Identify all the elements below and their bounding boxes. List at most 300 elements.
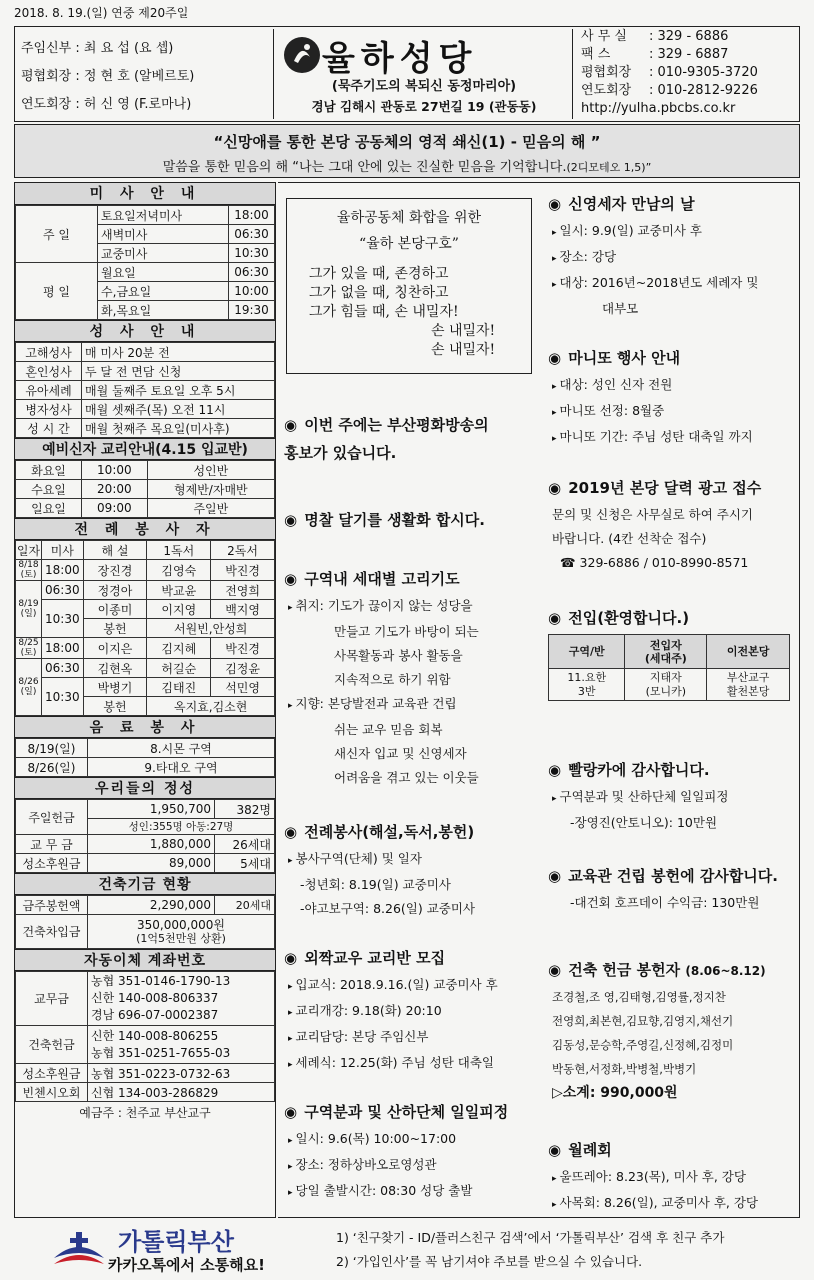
sacrament-info: 매 미사 20분 전 — [82, 343, 275, 362]
col-header: 구역/반 — [549, 635, 625, 669]
notice-item — [284, 1051, 536, 1077]
bullet-circle-icon: ◉ — [284, 511, 298, 529]
sacrament-table — [15, 342, 275, 438]
sacrament-info: 매월 셋째주(목) 오전 11시 — [82, 400, 275, 419]
notice-title-text: 2019년 본당 달력 광고 접수 — [568, 479, 762, 497]
bullet-circle-icon: ◉ — [548, 961, 562, 979]
liturgy-cell: 이지은 — [83, 638, 147, 659]
notice-item: -청년회: 8.19(일) 교중미사 — [300, 877, 451, 892]
officer-label: 평협회장 — [21, 69, 72, 84]
contact-row — [581, 82, 758, 100]
transfer-cell: 지태자 (모니카) — [625, 669, 707, 701]
footer-brand: 가톨릭부산 — [118, 1228, 234, 1256]
notice-item — [548, 785, 796, 811]
class-time: 09:00 — [82, 499, 148, 518]
bullet-circle-icon: ◉ — [548, 349, 562, 367]
parish-patron: (묵주기도의 복되신 동정마리아) — [331, 79, 517, 94]
class-name: 성인반 — [147, 461, 274, 480]
bullet-circle-icon: ◉ — [284, 949, 298, 967]
liturgy-mass: 06:30 — [42, 581, 84, 600]
issue-date: 2018. 8. 19.(일) 연중 제20주일 — [14, 6, 189, 20]
officer-value: : 최 요 섭 (요 셉) — [75, 41, 174, 56]
notice-item — [548, 399, 796, 425]
bullet-circle-icon: ◉ — [284, 416, 298, 434]
liturgy-cell: 백지영 — [211, 600, 275, 619]
contact-value: : 329 - 6887 — [649, 47, 729, 62]
notice-title — [284, 821, 536, 842]
offering-table — [15, 799, 275, 873]
notice-title — [548, 347, 796, 368]
notice-item — [284, 847, 536, 873]
class-name: 주일반 — [147, 499, 274, 518]
notice-item-text: 사목회: 8.26(일), 교중미사 후, 강당 — [559, 1195, 758, 1210]
liturgy-cell: 김정윤 — [211, 659, 275, 678]
banner-subtitle-text: 말씀을 통한 믿음의 해 “나는 그대 안에 있는 진실한 믿음을 기억합니다. — [162, 160, 567, 175]
arrow-icon: ▸ — [552, 254, 557, 264]
theme-banner — [14, 124, 800, 178]
notice-item — [284, 973, 536, 999]
notice-item — [548, 1191, 796, 1217]
notice-item: 새신자 입교 및 신영세자 — [334, 746, 467, 761]
notice-title-text: 구역분과 및 산하단체 일일피정 — [304, 1103, 509, 1121]
arrow-icon: ▸ — [552, 382, 557, 392]
motto-text: 손 내밀자! — [431, 323, 496, 339]
notice-education-hall — [548, 865, 796, 915]
officer-row-2 — [21, 91, 194, 119]
officer-row-1 — [21, 63, 194, 91]
notice-item-text: 마니또 기간: 주님 성탄 대축일 까지 — [559, 429, 753, 444]
motto-text: 그가 있을 때, 존경하고 — [309, 266, 449, 282]
liturgy-cell: 김태진 — [147, 678, 211, 697]
col-header: 일자 — [16, 541, 42, 560]
notice-title-text: 건축 헌금 봉헌자 — [568, 961, 681, 979]
notice-item-text: 입교식: 2018.9.16.(일) 교중미사 후 — [295, 977, 498, 992]
notice-nametag — [284, 509, 536, 535]
sacrament-name: 병자성사 — [16, 400, 82, 419]
offering-count: 26세대 — [215, 835, 275, 854]
liturgy-date: 8/26 (일) — [16, 659, 42, 716]
motto-box — [286, 198, 532, 374]
account-holder: 예금주 : 천주교 부산교구 — [79, 1106, 211, 1120]
notice-monthly-meeting — [548, 1139, 796, 1217]
building-fund-title: 건축기금 현황 — [15, 873, 275, 895]
notice-item: 문의 및 신청은 사무실로 하여 주시기 — [552, 507, 753, 522]
sacrament-name: 유아세례 — [16, 381, 82, 400]
fund-value: 350,000,000원 — [137, 917, 225, 932]
col-header: 전입자 (세대주) — [625, 635, 707, 669]
notice-building-donors — [548, 959, 796, 1105]
notice-title-text: 빨랑카에 감사합니다. — [568, 761, 710, 779]
donor-line: 박동현,서정화,박병철,박병기 — [552, 1062, 697, 1076]
liturgy-mass: 10:30 — [42, 678, 84, 716]
notice-title — [284, 1101, 536, 1122]
class-day: 일요일 — [16, 499, 82, 518]
arrow-icon: ▸ — [288, 1008, 293, 1018]
arrow-icon: ▸ — [288, 603, 293, 613]
liturgy-date: 8/18 (토) — [16, 560, 42, 581]
contact-label: 연도회장 — [581, 83, 632, 98]
col-header: 해 설 — [83, 541, 147, 560]
notice-title — [284, 411, 536, 467]
notice-palanca — [548, 759, 796, 835]
notice-item-text: 교리담당: 본당 주임신부 — [295, 1029, 429, 1044]
banner-ref: (2디모테오 1,5)” — [566, 161, 652, 174]
liturgy-cell: 서원빈,안성희 — [147, 619, 275, 638]
notice-title-suffix: (8.06~8.12) — [685, 964, 766, 978]
offering-label: 주일헌금 — [16, 800, 88, 835]
class-time: 20:00 — [82, 480, 148, 499]
left-column — [14, 182, 276, 1218]
mass-name: 수,금요일 — [98, 282, 229, 301]
notice-title — [284, 568, 536, 589]
donor-line: 전영희,최본현,김묘향,김영지,채선기 — [552, 1014, 734, 1028]
notice-title-text: 전입(환영합니다.) — [568, 609, 690, 627]
notice-calendar-ad — [548, 477, 796, 575]
liturgy-cell: 김영숙 — [147, 560, 211, 581]
header-officers — [21, 35, 194, 119]
mass-table — [15, 205, 275, 320]
notice-item — [548, 425, 796, 451]
notice-item: 대부모 — [602, 301, 639, 316]
arrow-icon: ▸ — [288, 1060, 293, 1070]
mass-time: 06:30 — [229, 225, 275, 244]
liturgy-title: 전 례 봉 사 자 — [15, 518, 275, 540]
class-time: 10:00 — [82, 461, 148, 480]
liturgy-cell: 김지혜 — [147, 638, 211, 659]
sacrament-name: 고해성사 — [16, 343, 82, 362]
notice-item-text: 세례식: 12.25(화) 주님 성탄 대축일 — [295, 1055, 495, 1070]
notice-item: ☎ 329-6886 / 010-8990-8571 — [560, 555, 749, 570]
contact-value: : 010-2812-9226 — [649, 83, 758, 98]
notice-liturgy-service — [284, 821, 536, 921]
notice-title — [284, 509, 536, 530]
motto-line1: 율하공동체 화합을 위한 — [336, 210, 482, 226]
offering-detail: 성인:355명 아동:27명 — [88, 819, 275, 835]
notice-item-text: 장소: 정하상바오로영성관 — [295, 1157, 437, 1172]
sacrament-info: 매월 둘째주 토요일 오후 5시 — [82, 381, 275, 400]
banner-title: “신망애를 통한 본당 공동체의 영적 쇄신(1) - 믿음의 해 ” — [213, 133, 601, 151]
notice-interfaith-class — [284, 947, 536, 1077]
notice-item — [548, 1165, 796, 1191]
liturgy-date: 8/25 (토) — [16, 638, 42, 659]
notice-title — [548, 865, 796, 886]
notice-item-text: 울뜨레아: 8.23(목), 미사 후, 강당 — [559, 1169, 746, 1184]
notice-title-text: 전례봉사(해설,독서,봉헌) — [304, 823, 475, 841]
notice-item-text: 봉사구역(단체) 및 일자 — [295, 851, 422, 866]
footer-slogan: 카카오톡에서 소통해요! — [108, 1256, 265, 1274]
class-day: 화요일 — [16, 461, 82, 480]
mass-time: 10:30 — [229, 244, 275, 263]
arrow-icon: ▸ — [552, 228, 557, 238]
notice-title-text: 마니또 행사 안내 — [568, 349, 681, 367]
account-lines — [88, 1026, 275, 1064]
accounts-title: 자동이체 계좌번호 — [15, 949, 275, 971]
donor-line: 김동성,문승학,주영길,신정혜,김정미 — [552, 1038, 734, 1052]
header-box — [14, 26, 800, 122]
notice-item — [284, 1025, 536, 1051]
notice-title — [548, 959, 796, 980]
drink-date: 8/26(일) — [16, 758, 88, 777]
notice-item-text: 지향: 본당발전과 교육관 건립 — [295, 696, 457, 711]
right-column — [540, 182, 800, 1218]
donor-line: 조경철,조 영,김태형,김영률,정지찬 — [552, 990, 726, 1004]
account-number: 농협 351-0146-1790-13 — [91, 974, 231, 988]
notice-title — [284, 947, 536, 968]
mass-name: 월요일 — [98, 263, 229, 282]
parish-name: 율하성당 — [322, 39, 478, 79]
account-label: 건축헌금 — [16, 1026, 88, 1064]
class-day: 수요일 — [16, 480, 82, 499]
drink-date: 8/19(일) — [16, 739, 88, 758]
liturgy-cell: 허길순 — [147, 659, 211, 678]
notice-item-text: 대상: 성인 신자 전원 — [559, 377, 673, 392]
notice-item-text: 교리개강: 9.18(화) 20:10 — [295, 1003, 442, 1018]
fund-label: 건축차입금 — [16, 915, 88, 949]
fund-extra: (1억5천만원 상환) — [136, 931, 226, 945]
offering-label: 성소후원금 — [16, 854, 88, 873]
arrow-icon: ▸ — [552, 280, 557, 290]
mass-name: 교중미사 — [98, 244, 229, 263]
banner-subtitle — [15, 156, 799, 175]
arrow-icon: ▸ — [288, 1188, 293, 1198]
notice-item-text: 일시: 9.9(일) 교중미사 후 — [559, 223, 702, 238]
liturgy-cell: 석민영 — [211, 678, 275, 697]
bullet-circle-icon: ◉ — [284, 1103, 298, 1121]
notice-item-text: 일시: 9.6(목) 10:00~17:00 — [295, 1131, 457, 1146]
liturgy-cell: 김현옥 — [83, 659, 147, 678]
contact-value: : 010-9305-3720 — [649, 65, 758, 80]
motto-text: 손 내밀자! — [431, 342, 496, 358]
officer-row-0 — [21, 35, 194, 63]
notice-item: 바랍니다. (4칸 선착순 접수) — [552, 531, 707, 546]
fund-extra: 20세대 — [215, 896, 275, 915]
col-header: 미사 — [42, 541, 84, 560]
notice-title-text: 구역내 세대별 고리기도 — [304, 570, 460, 588]
accounts-table — [15, 971, 275, 1102]
notice-broadcast — [284, 411, 536, 472]
contact-row — [581, 46, 758, 64]
sacrament-info: 매월 첫째주 목요일(미사후) — [82, 419, 275, 438]
officer-value: : 정 현 호 (알베르토) — [75, 69, 195, 84]
account-lines — [88, 972, 275, 1026]
officer-value: : 허 신 영 (F.로마나) — [75, 97, 192, 112]
arrow-icon: ▸ — [288, 1136, 293, 1146]
fund-value: 2,290,000 — [88, 896, 215, 915]
notice-title-text: 교육관 건립 봉헌에 감사합니다. — [568, 867, 778, 885]
notice-item-text: 취지: 기도가 끊이지 않는 성당을 — [295, 598, 473, 613]
liturgy-mass: 06:30 — [42, 659, 84, 678]
arrow-icon: ▸ — [288, 982, 293, 992]
liturgy-table — [15, 540, 275, 716]
footer-instruction-2: 2) ‘가입인사’를 꼭 남기셔야 주보를 받으실 수 있습니다. — [336, 1254, 643, 1269]
sacrament-name: 성 시 간 — [16, 419, 82, 438]
notice-item — [548, 245, 796, 271]
bullet-circle-icon: ◉ — [284, 823, 298, 841]
notice-item: 지속적으로 하기 위함 — [334, 672, 451, 687]
notice-item — [284, 1127, 536, 1153]
officer-label: 주임신부 — [21, 41, 72, 56]
arrow-icon: ▸ — [288, 701, 293, 711]
account-label: 성소후원금 — [16, 1064, 88, 1083]
liturgy-cell: 옥지효,김소현 — [147, 697, 275, 716]
notice-item: -야고보구역: 8.26(일) 교중미사 — [300, 901, 476, 916]
drink-title: 음 료 봉 사 — [15, 716, 275, 738]
drink-group: 9.타대오 구역 — [88, 758, 275, 777]
website-url[interactable]: http://yulha.pbcbs.co.kr — [581, 101, 736, 116]
contact-label: 팩 스 — [581, 47, 611, 62]
fund-loan — [88, 915, 275, 949]
notice-manitto — [548, 347, 796, 451]
fund-label: 금주봉헌액 — [16, 896, 88, 915]
notice-transfer — [548, 607, 796, 701]
motto-body — [309, 265, 531, 360]
notice-item: 만들고 기도가 바탕이 되는 — [334, 624, 479, 639]
mass-name: 화,목요일 — [98, 301, 229, 320]
liturgy-cell: 봉헌 — [83, 697, 147, 716]
parish-title-block — [273, 29, 573, 119]
offering-count: 382명 — [215, 800, 275, 819]
notice-item — [548, 373, 796, 399]
account-number: 농협 351-0223-0732-63 — [88, 1064, 275, 1083]
notice-item — [284, 1179, 536, 1205]
offering-count: 5세대 — [215, 854, 275, 873]
liturgy-cell: 이종미 — [83, 600, 147, 619]
bullet-circle-icon: ◉ — [284, 570, 298, 588]
mass-day: 주 일 — [16, 206, 98, 263]
liturgy-cell: 박병기 — [83, 678, 147, 697]
col-header: 1독서 — [147, 541, 211, 560]
notice-item — [284, 999, 536, 1025]
bullet-circle-icon: ◉ — [548, 761, 562, 779]
building-fund-table — [15, 895, 275, 949]
notice-item — [284, 594, 536, 620]
notice-item-text: 대상: 2016년~2018년도 세례자 및 — [559, 275, 759, 290]
col-header: 이전본당 — [707, 635, 790, 669]
arrow-icon: ▸ — [288, 856, 293, 866]
transfer-cell: 부산교구 활천본당 — [707, 669, 790, 701]
arrow-icon: ▸ — [288, 1162, 293, 1172]
mass-name: 새벽미사 — [98, 225, 229, 244]
notice-title-text: 월례회 — [568, 1141, 612, 1159]
notice-retreat — [284, 1101, 536, 1205]
account-number: 농협 351-0251-7655-03 — [91, 1045, 231, 1060]
donor-total: ▷소계: 990,000원 — [552, 1085, 678, 1101]
bullet-circle-icon: ◉ — [548, 609, 562, 627]
col-header: 2독서 — [211, 541, 275, 560]
parish-address: 경남 김해시 관동로 27번길 19 (관동동) — [311, 99, 537, 114]
catechumen-title: 예비신자 교리안내(4.15 입교반) — [15, 438, 275, 460]
offering-amount: 89,000 — [88, 854, 215, 873]
notice-title-text: 명찰 달기를 생활화 합시다. — [304, 511, 485, 529]
offering-amount: 1,880,000 — [88, 835, 215, 854]
mass-time: 10:00 — [229, 282, 275, 301]
sacrament-info: 두 달 전 면담 신청 — [82, 362, 275, 381]
mass-title: 미 사 안 내 — [15, 183, 275, 205]
offering-label: 교 무 금 — [16, 835, 88, 854]
contact-value: : 329 - 6886 — [649, 29, 729, 44]
notice-title-text: 이번 주에는 부산평화방송의 홍보가 있습니다. — [284, 416, 489, 462]
footer — [14, 1222, 800, 1278]
notice-item: -대건회 호프데이 수익금: 130만원 — [570, 895, 760, 910]
motto-text: 그가 없을 때, 칭찬하고 — [309, 285, 449, 301]
arrow-icon: ▸ — [552, 794, 557, 804]
drink-table — [15, 738, 275, 777]
notice-item-text: 당일 출발시간: 08:30 성당 출발 — [295, 1183, 473, 1198]
account-number: 신한 140-008-806337 — [91, 991, 219, 1005]
liturgy-cell: 장진경 — [83, 560, 147, 581]
catechumen-table — [15, 460, 275, 518]
notice-item: 어려움을 겪고 있는 이웃들 — [334, 770, 479, 785]
bullet-circle-icon: ◉ — [548, 195, 562, 213]
mass-time: 06:30 — [229, 263, 275, 282]
notice-title — [548, 759, 796, 780]
sacrament-name: 혼인성사 — [16, 362, 82, 381]
notice-item-text: 장소: 강당 — [559, 249, 617, 264]
mass-day: 평 일 — [16, 263, 98, 320]
notice-neophyte — [548, 193, 796, 321]
parish-logo-icon — [282, 35, 322, 75]
class-name: 형제반/자매반 — [147, 480, 274, 499]
account-label: 빈첸시오회 — [16, 1083, 88, 1102]
contact-row — [581, 28, 758, 46]
account-number: 경남 696-07-0002387 — [91, 1008, 219, 1022]
bullet-circle-icon: ◉ — [548, 479, 562, 497]
sacrament-title: 성 사 안 내 — [15, 320, 275, 342]
notice-title — [548, 1139, 796, 1160]
catholic-busan-logo-icon — [50, 1228, 108, 1274]
notice-title-text: 신영세자 만남의 날 — [568, 195, 695, 213]
middle-column — [278, 182, 540, 1218]
account-number: 신협 134-003-286829 — [88, 1083, 275, 1102]
notice-item: 사목활동과 봉사 활동을 — [334, 648, 463, 663]
transfer-table — [548, 634, 790, 701]
notice-chain-prayer — [284, 568, 536, 790]
arrow-icon: ▸ — [552, 1200, 557, 1210]
notice-item-text: 구역분과 및 산하단체 일일피정 — [559, 789, 729, 804]
account-number: 신한 140-008-806255 — [91, 1028, 219, 1043]
drink-group: 8.시몬 구역 — [88, 739, 275, 758]
notice-item — [548, 271, 796, 297]
notice-title — [548, 607, 796, 628]
notice-title — [548, 477, 796, 498]
motto-line2: “율하 본당구호” — [359, 236, 459, 252]
liturgy-cell: 전영희 — [211, 581, 275, 600]
header-contacts — [581, 28, 758, 118]
liturgy-mass: 18:00 — [42, 638, 84, 659]
contact-label: 사 무 실 — [581, 29, 627, 44]
footer-instruction-1: 1) ‘친구찾기 - ID/플러스친구 검색’에서 ‘가톨릭부산’ 검색 후 친구 추가 — [336, 1230, 725, 1245]
offering-amount: 1,950,700 — [88, 800, 215, 819]
motto-text: 그가 힘들 때, 손 내밀자! — [309, 304, 459, 320]
mass-time: 19:30 — [229, 301, 275, 320]
mass-time: 18:00 — [229, 206, 275, 225]
mass-name: 토요일저녁미사 — [98, 206, 229, 225]
offering-title: 우리들의 정성 — [15, 777, 275, 799]
liturgy-mass: 10:30 — [42, 600, 84, 638]
transfer-cell: 11.요한 3반 — [549, 669, 625, 701]
liturgy-cell: 박진경 — [211, 638, 275, 659]
arrow-icon: ▸ — [552, 434, 557, 444]
notice-item — [284, 1153, 536, 1179]
liturgy-cell: 봉헌 — [83, 619, 147, 638]
arrow-icon: ▸ — [552, 408, 557, 418]
officer-label: 연도회장 — [21, 97, 72, 112]
contact-row — [581, 64, 758, 82]
notice-item — [548, 219, 796, 245]
bullet-circle-icon: ◉ — [548, 867, 562, 885]
notice-item — [284, 692, 536, 718]
liturgy-cell: 박교윤 — [147, 581, 211, 600]
